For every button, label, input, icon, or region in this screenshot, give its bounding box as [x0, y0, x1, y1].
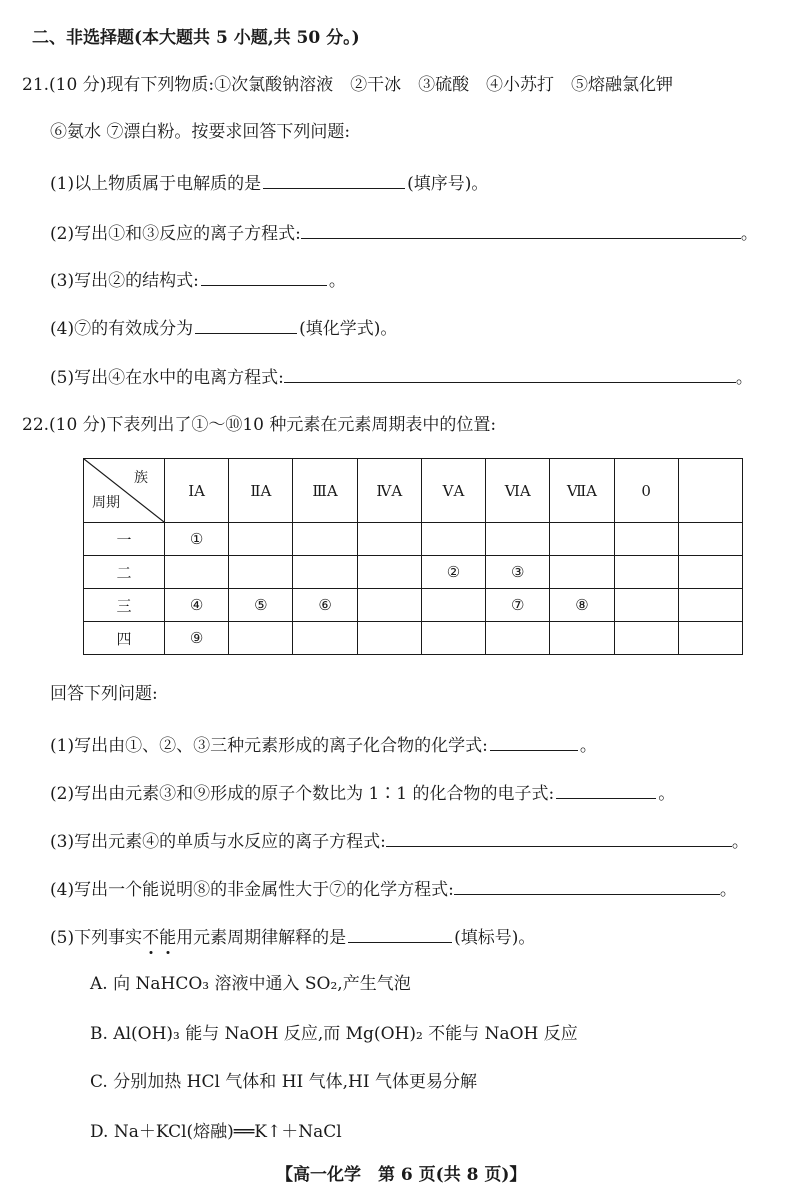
q21-part1-text: (1)以上物质属于电解质的是	[50, 174, 262, 194]
table-cell	[421, 589, 485, 622]
table-cell	[486, 622, 550, 655]
table-cell	[165, 556, 229, 589]
q22-part2	[50, 780, 675, 806]
q21-part5	[50, 364, 753, 390]
group-header: ⅣA	[357, 459, 421, 523]
table-cell	[614, 622, 678, 655]
page-footer: 【高一化学 第 6 页(共 8 页)】	[276, 1165, 527, 1185]
period-label: 四	[84, 622, 165, 655]
q22-option-d: D. Na＋KCl(熔融)══K↑＋NaCl	[90, 1122, 342, 1142]
table-cell	[293, 556, 357, 589]
emphasis-char: 能	[159, 928, 177, 948]
q22-part2-suffix: 。	[658, 784, 676, 804]
emphasis-char: 不	[142, 928, 160, 948]
table-cell	[678, 523, 742, 556]
table-cell: ③	[486, 556, 550, 589]
table-cell	[486, 523, 550, 556]
table-cell	[421, 622, 485, 655]
q21-part1-blank[interactable]	[263, 170, 405, 189]
q22-part5-blank[interactable]	[348, 924, 452, 943]
table-cell	[678, 622, 742, 655]
table-cell	[550, 622, 614, 655]
q21-part4-blank[interactable]	[195, 315, 297, 334]
table-cell	[614, 523, 678, 556]
q22-option-a: A. 向 NaHCO₃ 溶液中通入 SO₂,产生气泡	[90, 974, 411, 994]
table-cell	[357, 556, 421, 589]
table-cell: ⑧	[550, 589, 614, 622]
period-label: 二	[84, 556, 165, 589]
table-cell	[229, 523, 293, 556]
corner-label-group: 族	[134, 470, 148, 486]
table-cell	[293, 622, 357, 655]
table-cell	[357, 523, 421, 556]
q22-part2-blank[interactable]	[556, 780, 656, 799]
table-cell	[550, 556, 614, 589]
q22-stem: 22.(10 分)下表列出了①～⑩10 种元素在元素周期表中的位置:	[22, 415, 497, 435]
q22-part4-blank[interactable]	[454, 876, 720, 895]
table-row	[84, 622, 743, 655]
q22-part4-suffix: 。	[719, 880, 737, 900]
q21-stem-line2: ⑥氨水 ⑦漂白粉。按要求回答下列问题:	[50, 122, 351, 142]
q21-part3	[50, 267, 346, 293]
group-header: ⅥA	[486, 459, 550, 523]
periodic-table	[83, 458, 743, 655]
table-cell	[614, 556, 678, 589]
table-cell	[421, 523, 485, 556]
q21-part2-blank[interactable]	[301, 220, 741, 239]
q21-stem-line1: 21.(10 分)现有下列物质:①次氯酸钠溶液 ②干冰 ③硫酸 ④小苏打 ⑤熔融氯化钾	[22, 75, 674, 95]
group-header: ⅢA	[293, 459, 357, 523]
q22-part3-suffix: 。	[731, 832, 749, 852]
q21-part2	[50, 220, 758, 246]
table-cell	[229, 556, 293, 589]
corner-label-period: 周期	[92, 495, 120, 511]
q21-part2-text: (2)写出①和③反应的离子方程式:	[50, 224, 301, 244]
table-cell	[614, 589, 678, 622]
q22-answer-prompt: 回答下列问题:	[50, 684, 158, 704]
diagonal-line	[84, 459, 164, 522]
table-cell	[357, 589, 421, 622]
q22-part2-text: (2)写出由元素③和⑨形成的原子个数比为 1∶1 的化合物的电子式:	[50, 784, 555, 804]
q22-part1-suffix: 。	[579, 736, 597, 756]
section-heading: 二、非选择题(本大题共 5 小题,共 50 分。)	[32, 28, 360, 48]
group-header: ⅠA	[165, 459, 229, 523]
q22-option-b: B. Al(OH)₃ 能与 NaOH 反应,而 Mg(OH)₂ 不能与 NaOH 反应	[90, 1024, 578, 1044]
group-header: ⅤA	[421, 459, 485, 523]
period-label: 一	[84, 523, 165, 556]
period-label: 三	[84, 589, 165, 622]
q22-part4-text: (4)写出一个能说明⑧的非金属性大于⑦的化学方程式:	[50, 880, 454, 900]
q21-part4	[50, 315, 397, 341]
table-cell: ①	[165, 523, 229, 556]
group-header: ⅡA	[229, 459, 293, 523]
q22-part3-text: (3)写出元素④的单质与水反应的离子方程式:	[50, 832, 386, 852]
table-cell	[229, 622, 293, 655]
q22-option-c: C. 分别加热 HCl 气体和 HI 气体,HI 气体更易分解	[90, 1072, 477, 1092]
q21-part2-suffix: 。	[740, 224, 758, 244]
q21-part5-blank[interactable]	[284, 364, 736, 383]
q21-part5-suffix: 。	[735, 368, 753, 388]
q22-part3	[50, 828, 749, 854]
q21-part1-suffix: (填序号)。	[407, 174, 489, 194]
table-header-row	[84, 459, 743, 523]
q21-part1	[50, 170, 488, 196]
table-cell: ②	[421, 556, 485, 589]
table-row	[84, 523, 743, 556]
q22-part5-suffix: (填标号)。	[454, 928, 536, 948]
table-cell	[357, 622, 421, 655]
group-header	[678, 459, 742, 523]
table-row	[84, 556, 743, 589]
q21-part3-text: (3)写出②的结构式:	[50, 271, 199, 291]
q21-part4-suffix: (填化学式)。	[299, 319, 398, 339]
q22-part5	[50, 924, 535, 950]
q22-part4	[50, 876, 737, 902]
table-cell	[550, 523, 614, 556]
table-cell: ⑤	[229, 589, 293, 622]
table-row	[84, 589, 743, 622]
table-cell: ④	[165, 589, 229, 622]
q21-part3-suffix: 。	[328, 271, 346, 291]
q22-part1-blank[interactable]	[490, 732, 578, 751]
q22-part5-text-b: 用元素周期律解释的是	[176, 928, 347, 948]
q21-part4-text: (4)⑦的有效成分为	[50, 319, 194, 339]
table-cell	[293, 523, 357, 556]
group-header: 0	[614, 459, 678, 523]
table-cell	[678, 589, 742, 622]
table-cell: ⑦	[486, 589, 550, 622]
table-cell: ⑥	[293, 589, 357, 622]
table-cell	[678, 556, 742, 589]
q22-part5-emphasis	[142, 928, 176, 948]
q22-part3-blank[interactable]	[386, 828, 732, 847]
group-header: ⅦA	[550, 459, 614, 523]
table-cell: ⑨	[165, 622, 229, 655]
q22-part1-text: (1)写出由①、②、③三种元素形成的离子化合物的化学式:	[50, 736, 488, 756]
table-corner-cell	[84, 459, 165, 523]
q21-part3-blank[interactable]	[201, 267, 327, 286]
q21-part5-text: (5)写出④在水中的电离方程式:	[50, 368, 284, 388]
q22-part1	[50, 732, 597, 758]
q22-part5-text: (5)下列事实	[50, 928, 143, 948]
